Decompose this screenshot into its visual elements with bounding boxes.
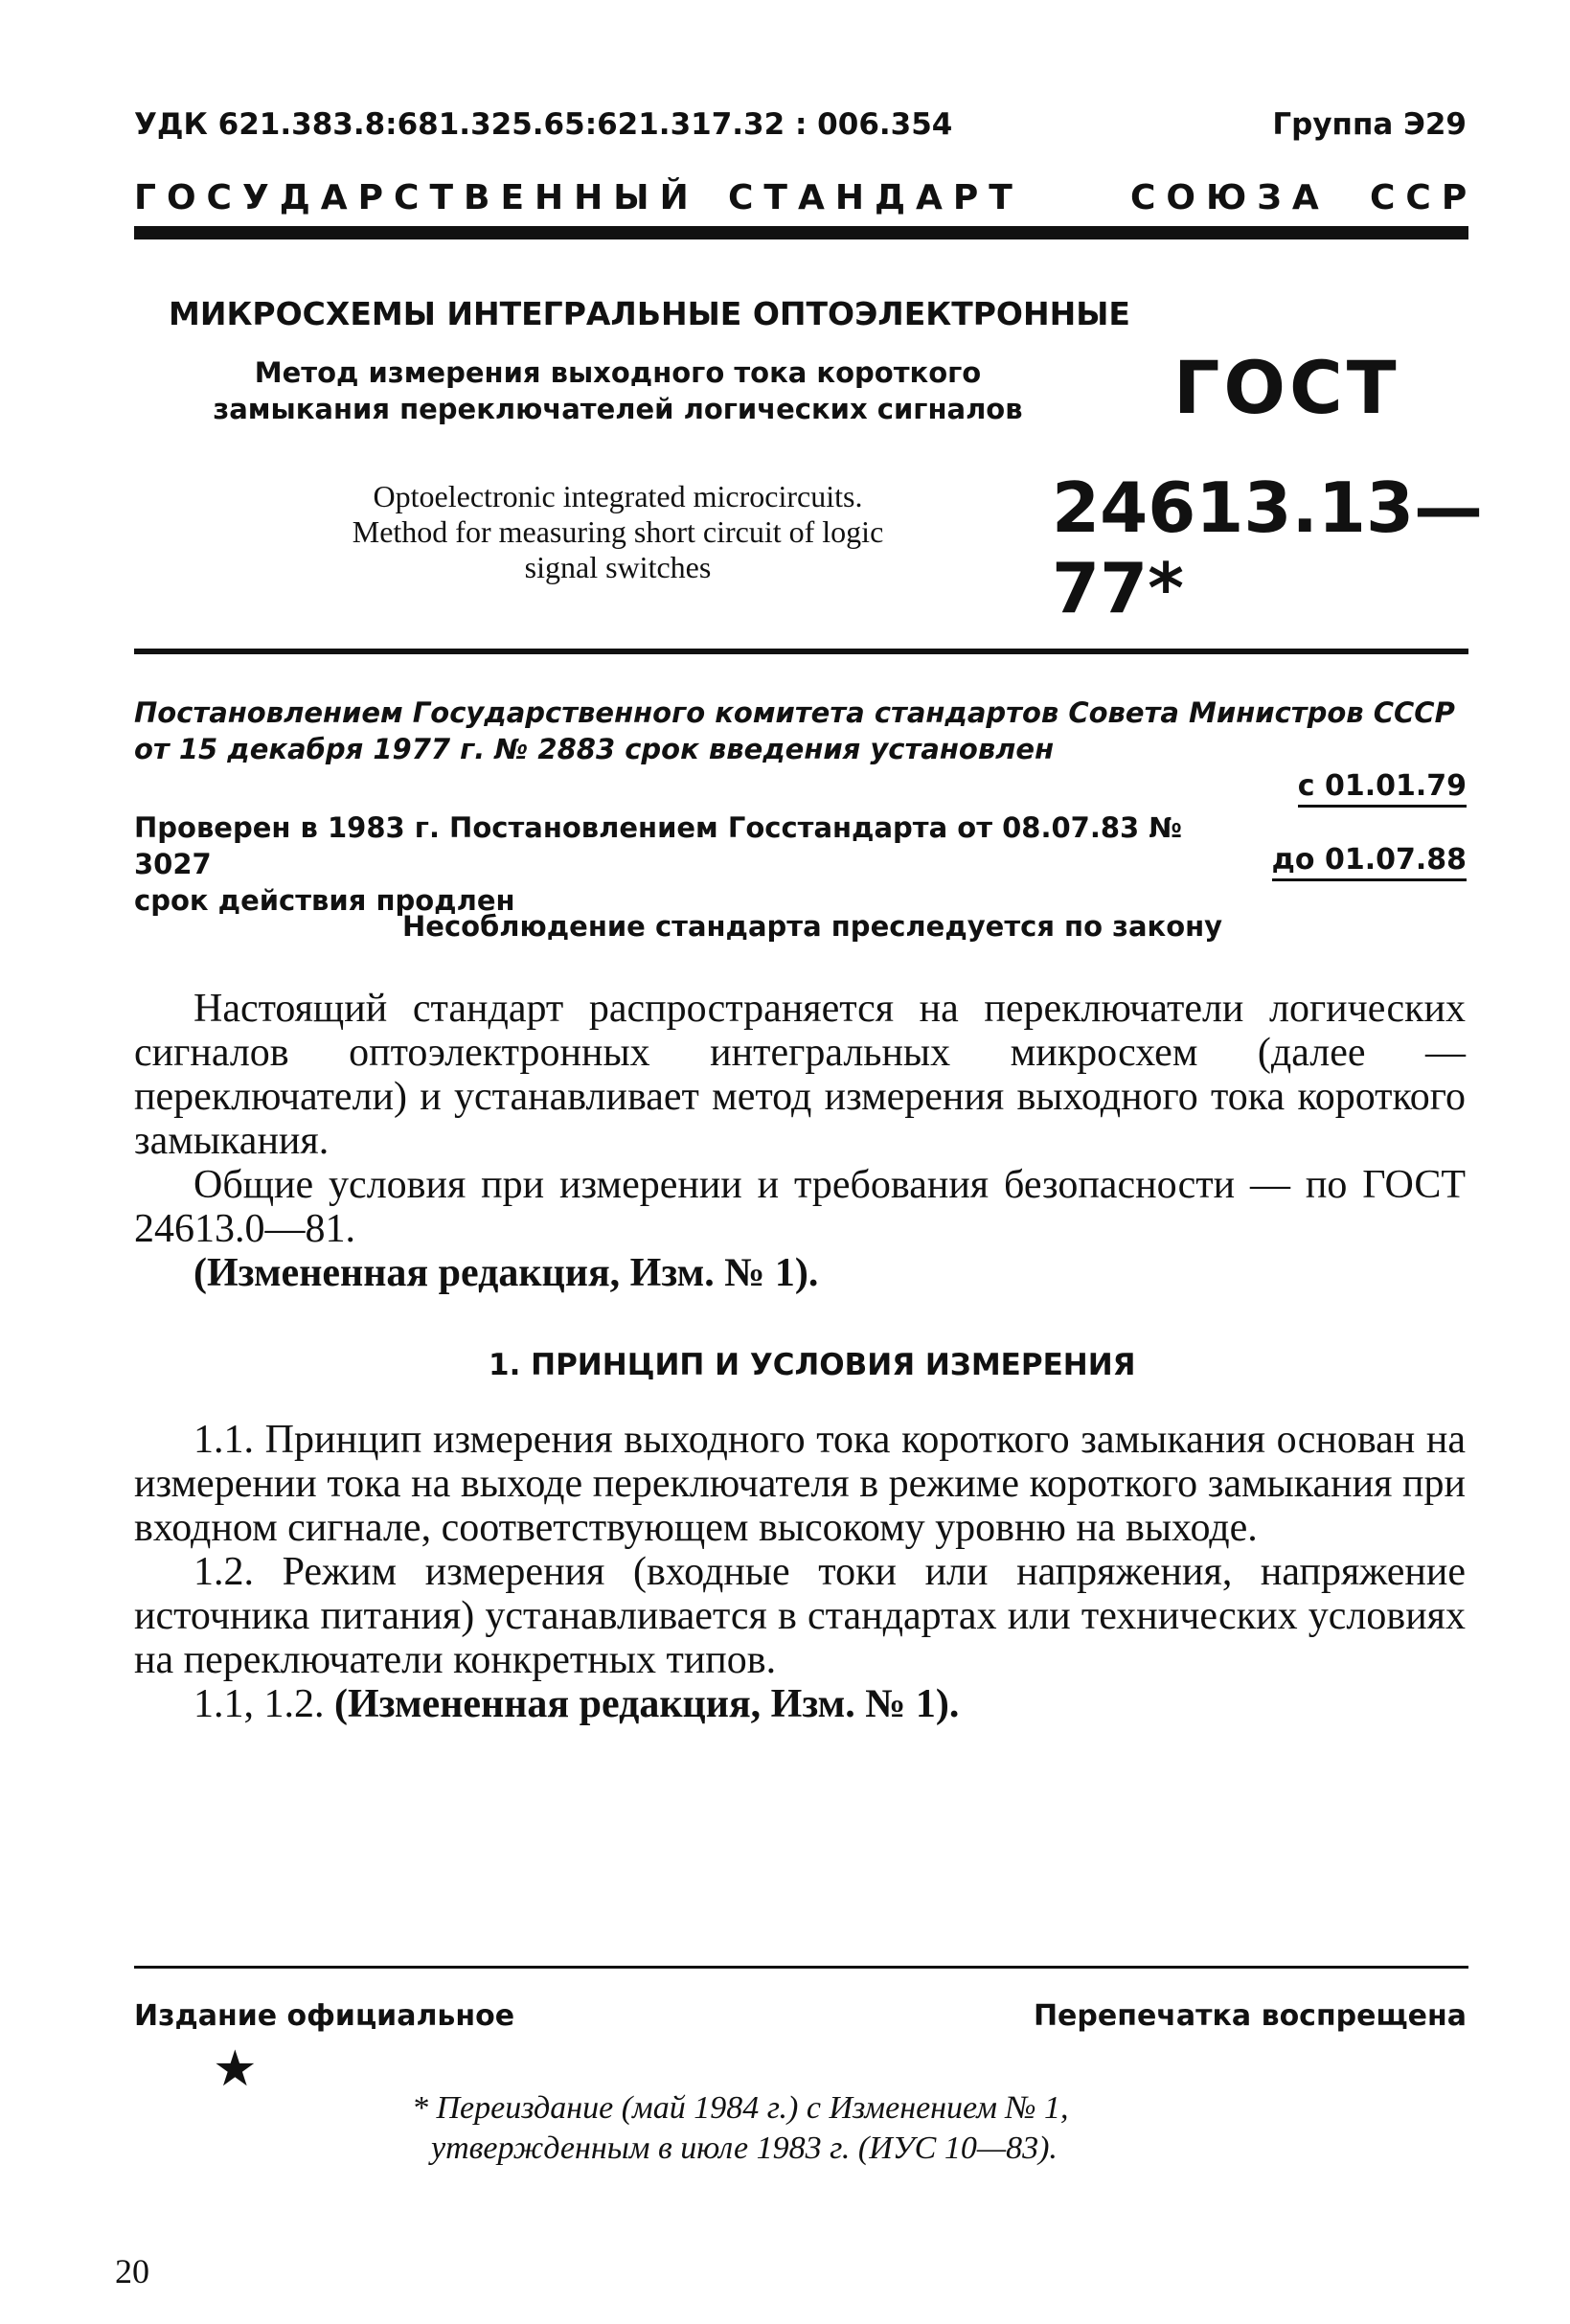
title-rule [134, 649, 1468, 654]
official-edition-label: Издание официальное [134, 1999, 515, 2033]
intro-section [134, 987, 1466, 1295]
page-number: 20 [115, 2252, 149, 2290]
expiry-date: до 01.07.88 [1272, 843, 1467, 881]
footer-rule [134, 1966, 1468, 1969]
section-heading: 1. ПРИНЦИП И УСЛОВИЯ ИЗМЕРЕНИЯ [489, 1348, 1136, 1382]
decree-text: Постановлением Государственного комитета стандартов Совета Министров СССР от 15 декабря 1977 г. № 2883 срок введения установлен [134, 696, 1455, 765]
edition-note: (Измененная редакция, Изм. № 1). [193, 1251, 819, 1295]
gost-label: ГОСТ [1173, 345, 1400, 430]
clause-1-1: 1.1. Принцип измерения выходного тока короткого замыкания основан на измерении тока на выходе переключателя в режиме короткого замыкания при входном сигнале, соответствующем высокому уровню на выходе. [134, 1418, 1466, 1550]
section-body [134, 1418, 1466, 1726]
udk-code: УДК 621.383.8:681.325.65:621.317.32 : 006.354 [134, 107, 953, 142]
reissue-footnote: * Переиздание (май 1984 г.) с Изменением № 1, утвержденным в июле 1983 г. (ИУС 10—83). [412, 2090, 1069, 2166]
effective-date: с 01.01.79 [1298, 769, 1467, 808]
star-icon: ★ [213, 2040, 258, 2098]
english-title: Optoelectronic integrated microcircuits. Method for measuring short circuit of logic signal switches [352, 479, 884, 584]
standard-word-union: СОЮЗА [1130, 178, 1330, 217]
group-code: Группа Э29 [1272, 107, 1467, 142]
clause-1-2: 1.2. Режим измерения (входные токи или напряжения, напряжение источника питания) устанавливается в стандартах или технических условиях на переключатели конкретных типов. [134, 1550, 1466, 1682]
legal-notice: Несоблюдение стандарта преследуется по закону [402, 910, 1223, 943]
standard-word-standard: СТАНДАРТ [728, 178, 1023, 217]
intro-paragraph: Общие условия при измерении и требования безопасности — по ГОСТ 24613.0—81. [134, 1163, 1466, 1251]
clause-edition-line: 1.1, 1.2. (Измененная редакция, Изм. № 1). [193, 1682, 960, 1726]
intro-paragraph: Настоящий стандарт распространяется на переключатели логических сигналов оптоэлектронных интегральных микросхем (далее — переключатели) и устанавливает метод измерения выходного тока короткого замыкания. [134, 987, 1466, 1163]
document-subtitle: Метод измерения выходного тока короткого замыкания переключателей логических сигналов [213, 356, 1023, 425]
edition-note: (Измененная редакция, Изм. № 1). [334, 1682, 960, 1726]
gost-number: 24613.13—77* [1052, 467, 1484, 628]
header-rule [134, 226, 1468, 239]
standard-word-ussr: ССР [1370, 178, 1478, 217]
reprint-prohibited-label: Перепечатка воспрещена [1033, 1999, 1467, 2033]
standard-word-state: ГОСУДАРСТВЕННЫЙ [134, 178, 699, 217]
review-text: Проверен в 1983 г. Постановлением Госстандарта от 08.07.83 № 3027 срок действия продлен [134, 811, 1183, 917]
document-title: МИКРОСХЕМЫ ИНТЕГРАЛЬНЫЕ ОПТОЭЛЕКТРОННЫЕ [169, 295, 1130, 332]
